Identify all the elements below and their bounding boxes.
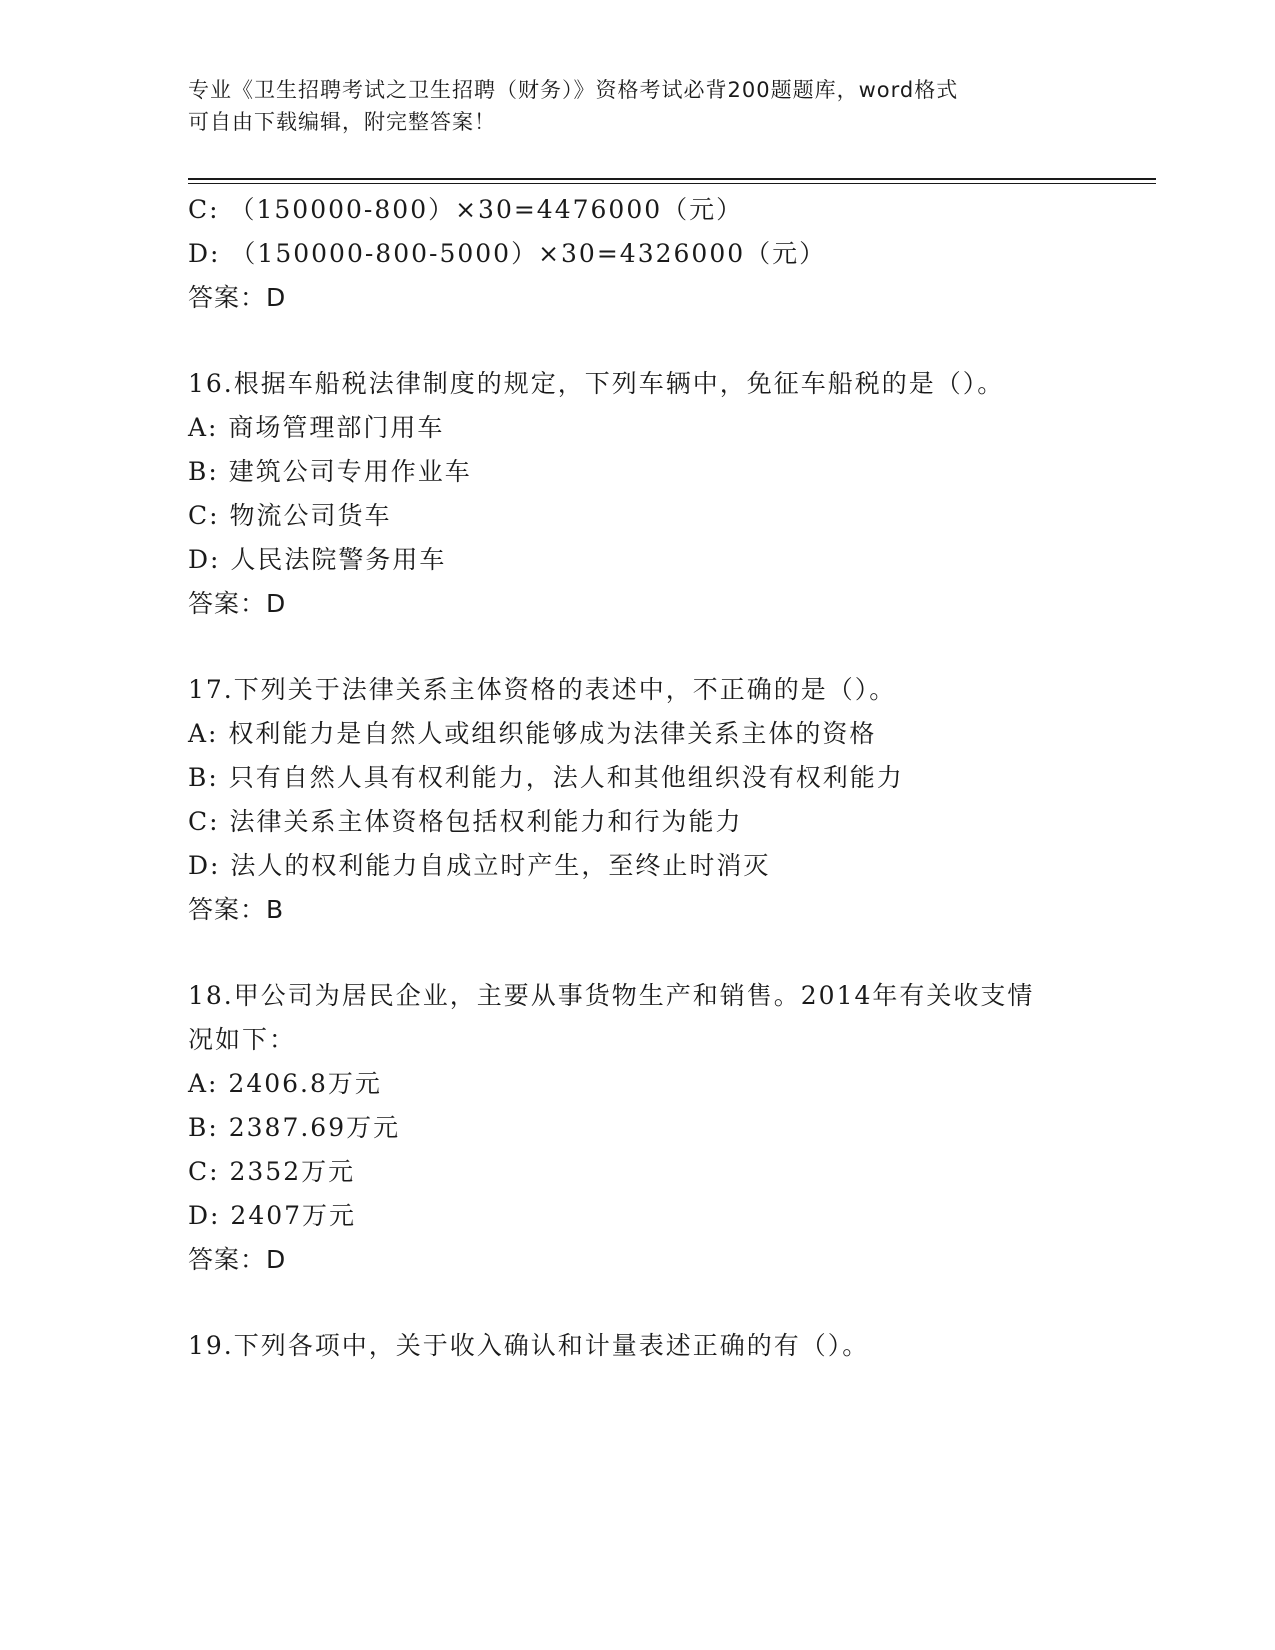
q17-answer: 答案：B <box>188 895 285 924</box>
q16-option-c: C: 物流公司货车 <box>188 501 392 530</box>
q19-stem: 19.下列各项中，关于收入确认和计量表述正确的有（）。 <box>188 1331 870 1360</box>
q17-stem: 17.下列关于法律关系主体资格的表述中，不正确的是（）。 <box>188 675 897 704</box>
q18-stem-line-2: 况如下： <box>188 1025 297 1054</box>
q16-answer: 答案：D <box>188 589 287 618</box>
q16-option-b: B: 建筑公司专用作业车 <box>188 457 472 486</box>
q16-option-a: A: 商场管理部门用车 <box>188 413 445 442</box>
header-divider-thin <box>188 183 1156 184</box>
header-divider-thick <box>188 178 1156 180</box>
q17-option-d: D: 法人的权利能力自成立时产生，至终止时消灭 <box>188 851 771 880</box>
q17-option-b: B: 只有自然人具有权利能力，法人和其他组织没有权利能力 <box>188 763 904 792</box>
q18-option-b: B: 2387.69万元 <box>188 1113 401 1142</box>
q18-stem-line-1: 18.甲公司为居民企业，主要从事货物生产和销售。2014年有关收支情 <box>188 981 1035 1010</box>
q15-answer: 答案：D <box>188 283 287 312</box>
q16-stem: 16.根据车船税法律制度的规定，下列车辆中，免征车船税的是（）。 <box>188 369 1005 398</box>
q18-option-c: C: 2352万元 <box>188 1157 356 1186</box>
header-line-2: 可自由下载编辑，附完整答案！ <box>188 110 496 134</box>
page-header <box>188 74 1088 138</box>
q18-option-d: D: 2407万元 <box>188 1201 357 1230</box>
q18-answer: 答案：D <box>188 1245 287 1274</box>
q17-option-a: A: 权利能力是自然人或组织能够成为法律关系主体的资格 <box>188 719 877 748</box>
q18-option-a: A: 2406.8万元 <box>188 1069 382 1098</box>
q15-option-c: C: （150000-800）×30=4476000（元） <box>188 195 744 224</box>
q17-option-c: C: 法律关系主体资格包括权利能力和行为能力 <box>188 807 743 836</box>
header-line-1: 专业《卫生招聘考试之卫生招聘（财务）》资格考试必背200题题库，word格式 <box>188 78 959 102</box>
q16-option-d: D: 人民法院警务用车 <box>188 545 447 574</box>
q15-option-d: D: （150000-800-5000）×30=4326000（元） <box>188 239 827 268</box>
